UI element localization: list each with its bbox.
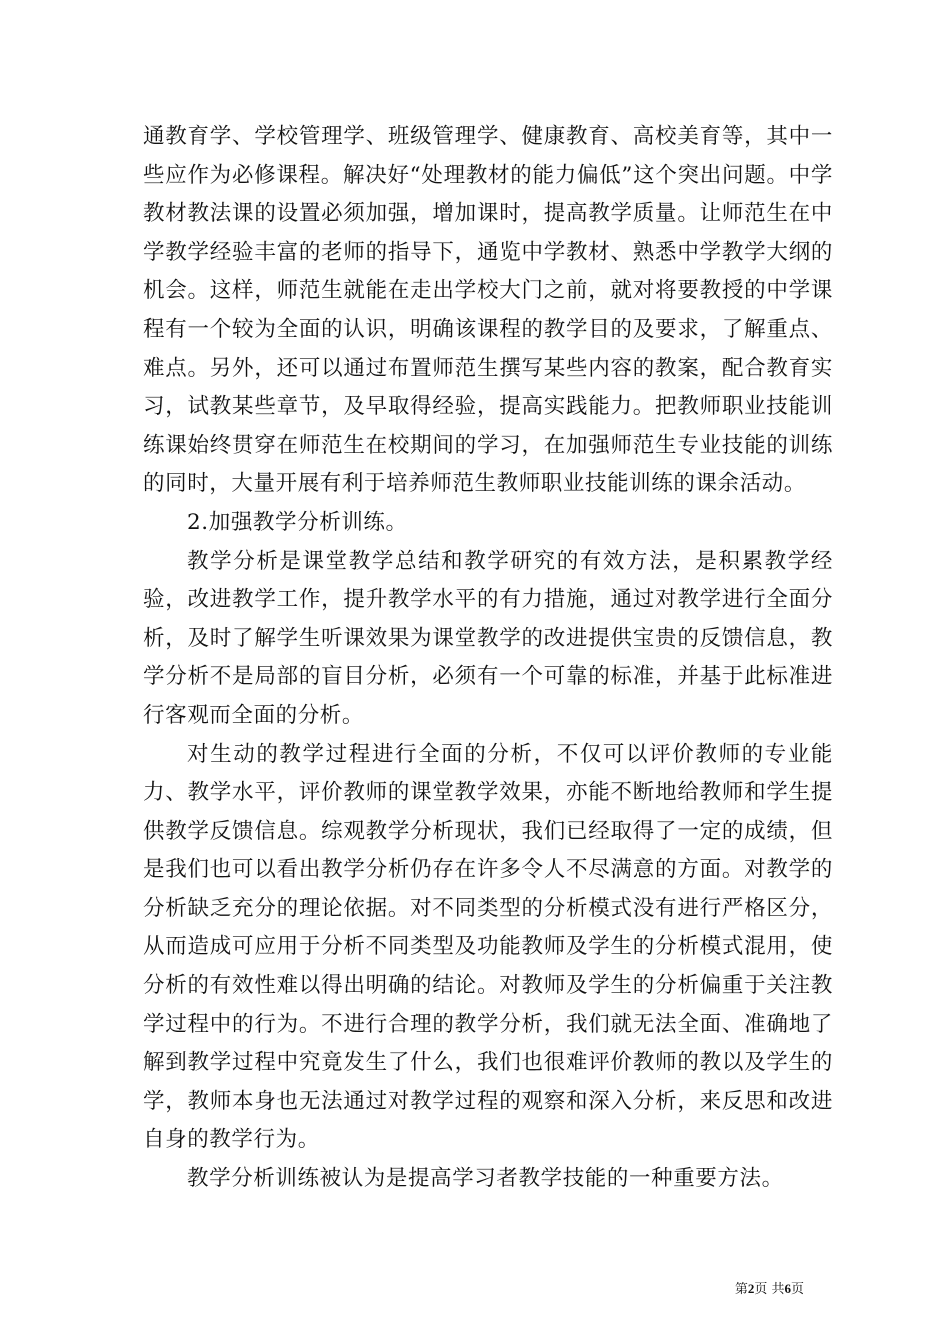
total-page-number: 6 [784, 1281, 791, 1296]
paragraph-analysis-training: 教学分析训练被认为是提高学习者教学技能的一种重要方法。 [187, 1166, 784, 1192]
footer-suffix: 页 [790, 1282, 804, 1297]
document-body [143, 118, 833, 1199]
footer-prefix: 第 [734, 1282, 748, 1297]
section-heading-teaching-analysis: 2.加强教学分析训练。 [187, 509, 408, 535]
paragraph-analysis-definition: 教学分析是课堂教学总结和教学研究的有效方法，是积累教学经验，改进教学工作，提升教学水平的有力措施，通过对教学进行全面分析，及时了解学生听课效果为课堂教学的改进提供宝贵的反馈信息，教学分析不是局部的盲目分析，必须有一个可靠的标准，并基于此标准进行客观而全面的分析。 [143, 548, 833, 728]
footer-middle: 页 共 [754, 1282, 785, 1297]
current-page-number: 2 [747, 1281, 755, 1296]
paragraph-analysis-status: 对生动的教学过程进行全面的分析，不仅可以评价教师的专业能力、教学水平，评价教师的课堂教学效果，亦能不断地给教师和学生提供教学反馈信息。综观教学分析现状，我们已经取得了一定的成绩，但是我们也可以看出教学分析仍存在许多令人不尽满意的方面。对教学的分析缺乏充分的理论依据。对不同类型的分析模式没有进行严格区分，从而造成可应用于分析不同类型及功能教师及学生的分析模式混用，使分析的有效性难以得出明确的结论。对教师及学生的分析偏重于关注教学过程中的行为。不进行合理的教学分析，我们就无法全面、准确地了解到教学过程中究竟发生了什么，我们也很难评价教师的教以及学生的学，教师本身也无法通过对教学过程的观察和深入分析，来反思和改进自身的教学行为。 [143, 741, 833, 1153]
page-footer [0, 1278, 950, 1297]
paragraph-course-setup: 通教育学、学校管理学、班级管理学、健康教育、高校美育等，其中一些应作为必修课程。解决好“处理教材的能力偏低”这个突出问题。中学教材教法课的设置必须加强，增加课时，提高教学质量。让师范生在中学教学经验丰富的老师的指导下，通览中学教材、熟悉中学教学大纲的机会。这样，师范生就能在走出学校大门之前，就对将要教授的中学课程有一个较为全面的认识，明确该课程的教学目的及要求，了解重点、难点。另外，还可以通过布置师范生撰写某些内容的教案，配合教育实习，试教某些章节，及早取得经验，提高实践能力。把教师职业技能训练课始终贯穿在师范生在校期间的学习，在加强师范生专业技能的训练的同时，大量开展有利于培养师范生教师职业技能训练的课余活动。 [143, 124, 833, 497]
